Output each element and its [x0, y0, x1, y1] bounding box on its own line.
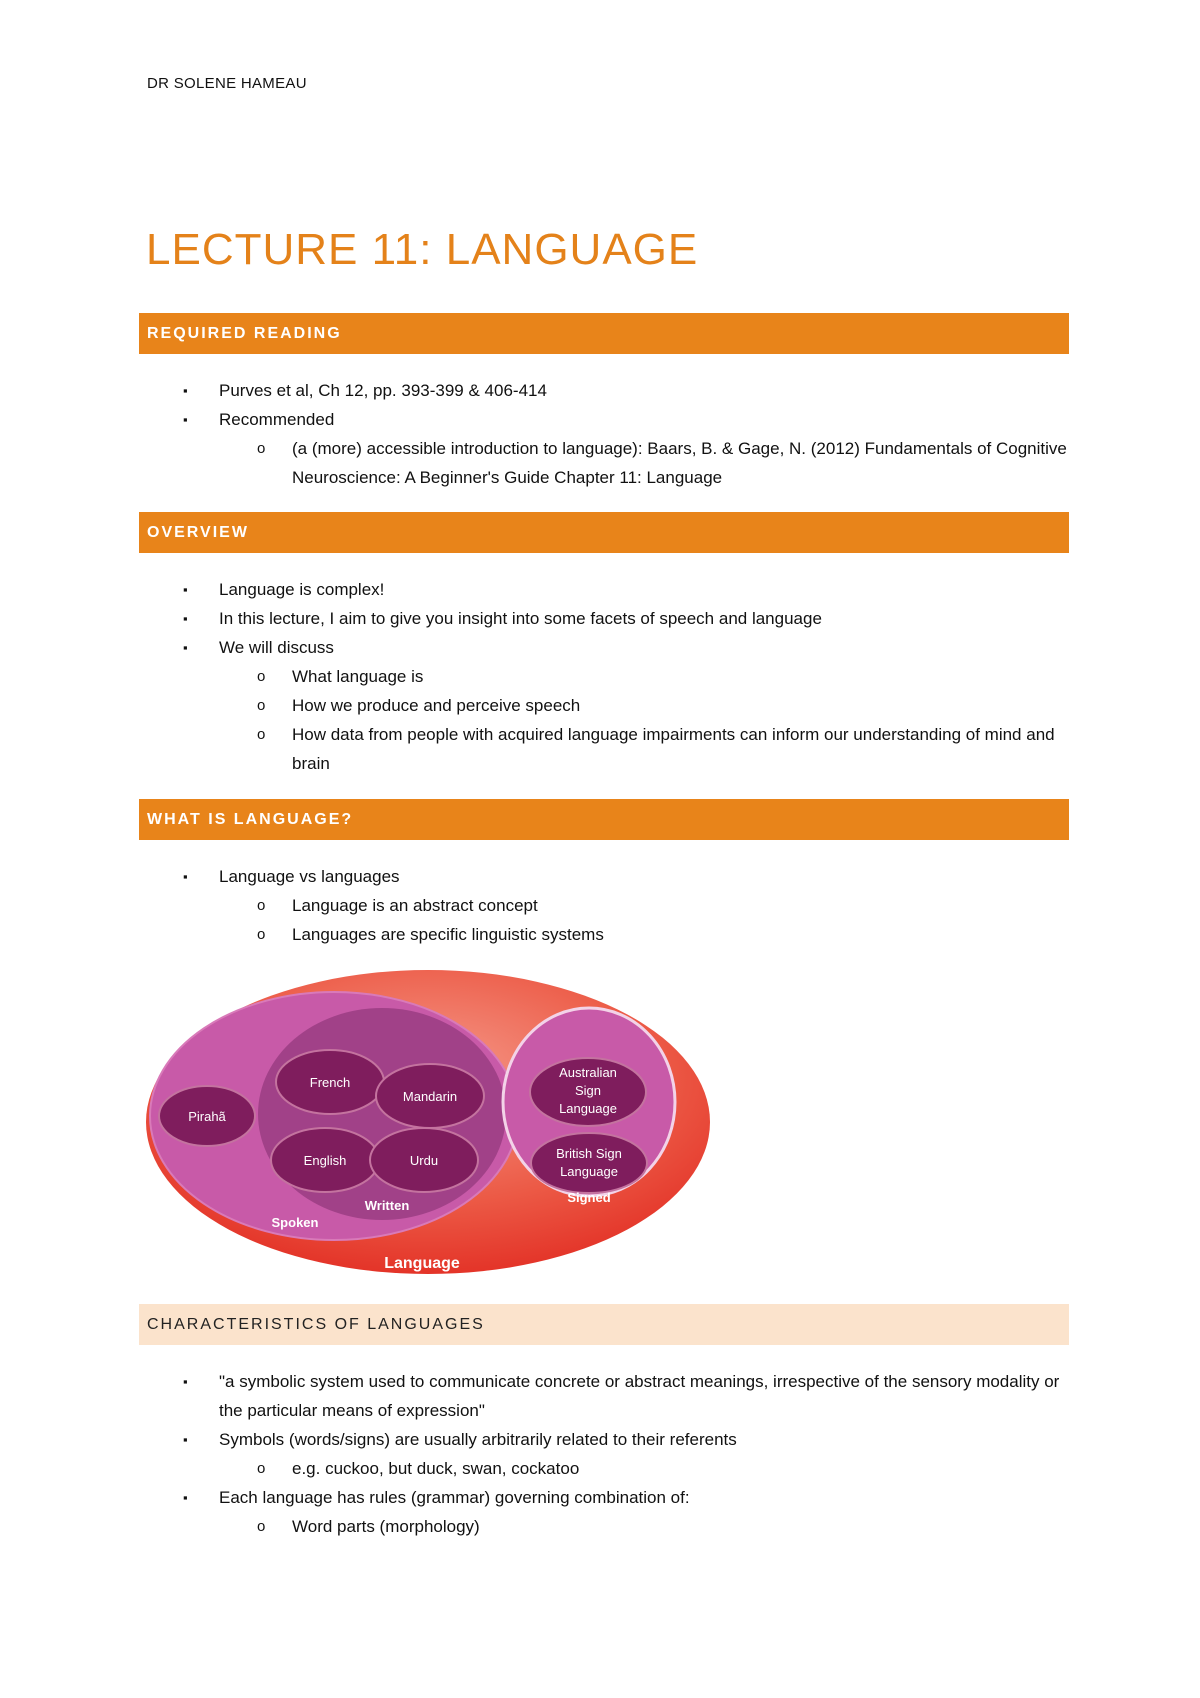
- french-label: French: [309, 1075, 351, 1090]
- list-item: ▪ Recommended: [0, 405, 1200, 434]
- characteristics-list: [0, 1367, 1200, 1541]
- auslan-label-line2: Sign: [574, 1083, 602, 1098]
- language-venn-diagram: [142, 968, 712, 1280]
- auslan-label-line3: Language: [559, 1101, 617, 1116]
- bsl-circle: [531, 1133, 647, 1193]
- section-heading-overview: OVERVIEW: [139, 512, 1069, 553]
- overview-list: [0, 575, 1200, 778]
- section-heading-characteristics: CHARACTERISTICS OF LANGUAGES: [139, 1304, 1069, 1345]
- list-subitem: o Word parts (morphology): [0, 1512, 1200, 1541]
- list-subitem: o e.g. cuckoo, but duck, swan, cockatoo: [0, 1454, 1200, 1483]
- required-reading-list: [0, 376, 1200, 492]
- list-item: ▪ Purves et al, Ch 12, pp. 393-399 & 406-414: [0, 376, 1200, 405]
- section-heading-what-is-language: WHAT IS LANGUAGE?: [139, 799, 1069, 840]
- mandarin-label: Mandarin: [402, 1089, 458, 1104]
- what-is-language-list: [0, 862, 1200, 949]
- list-item: ▪ We will discuss: [0, 633, 1200, 662]
- urdu-label: Urdu: [409, 1153, 439, 1168]
- language-label: Language: [384, 1255, 460, 1272]
- list-item: ▪ In this lecture, I aim to give you insight into some facets of speech and language: [0, 604, 1200, 633]
- list-item: ▪ Language vs languages: [0, 862, 1200, 891]
- list-subitem: o How we produce and perceive speech: [0, 691, 1200, 720]
- list-subitem: o How data from people with acquired language impairments can inform our understanding of mind and brain: [0, 720, 1200, 778]
- english-label: English: [303, 1153, 347, 1168]
- list-subitem: o Language is an abstract concept: [0, 891, 1200, 920]
- spoken-label: Spoken: [271, 1215, 319, 1230]
- written-label: Written: [364, 1198, 410, 1213]
- bsl-label-line2: Language: [560, 1164, 618, 1179]
- auslan-label-line1: Australian: [559, 1065, 617, 1080]
- list-item: ▪ "a symbolic system used to communicate concrete or abstract meanings, irrespective of the sensory modality or the particular means of expression": [0, 1367, 1200, 1425]
- section-heading-required-reading: REQUIRED READING: [139, 313, 1069, 354]
- list-subitem: o (a (more) accessible introduction to language): Baars, B. & Gage, N. (2012) Fundamentals of Cognitive Neuroscience: A Beginner's Guide Chapter 11: Language: [0, 434, 1200, 492]
- list-item: ▪ Language is complex!: [0, 575, 1200, 604]
- list-item: ▪ Each language has rules (grammar) governing combination of:: [0, 1483, 1200, 1512]
- list-item: ▪ Symbols (words/signs) are usually arbitrarily related to their referents: [0, 1425, 1200, 1454]
- list-subitem: o What language is: [0, 662, 1200, 691]
- signed-label: Signed: [567, 1190, 611, 1205]
- piraha-label: Pirahã: [188, 1109, 226, 1124]
- bsl-label-line1: British Sign: [556, 1146, 622, 1161]
- list-subitem: o Languages are specific linguistic systems: [0, 920, 1200, 949]
- author-name: DR SOLENE HAMEAU: [147, 75, 307, 92]
- page-title: LECTURE 11: LANGUAGE: [146, 225, 699, 274]
